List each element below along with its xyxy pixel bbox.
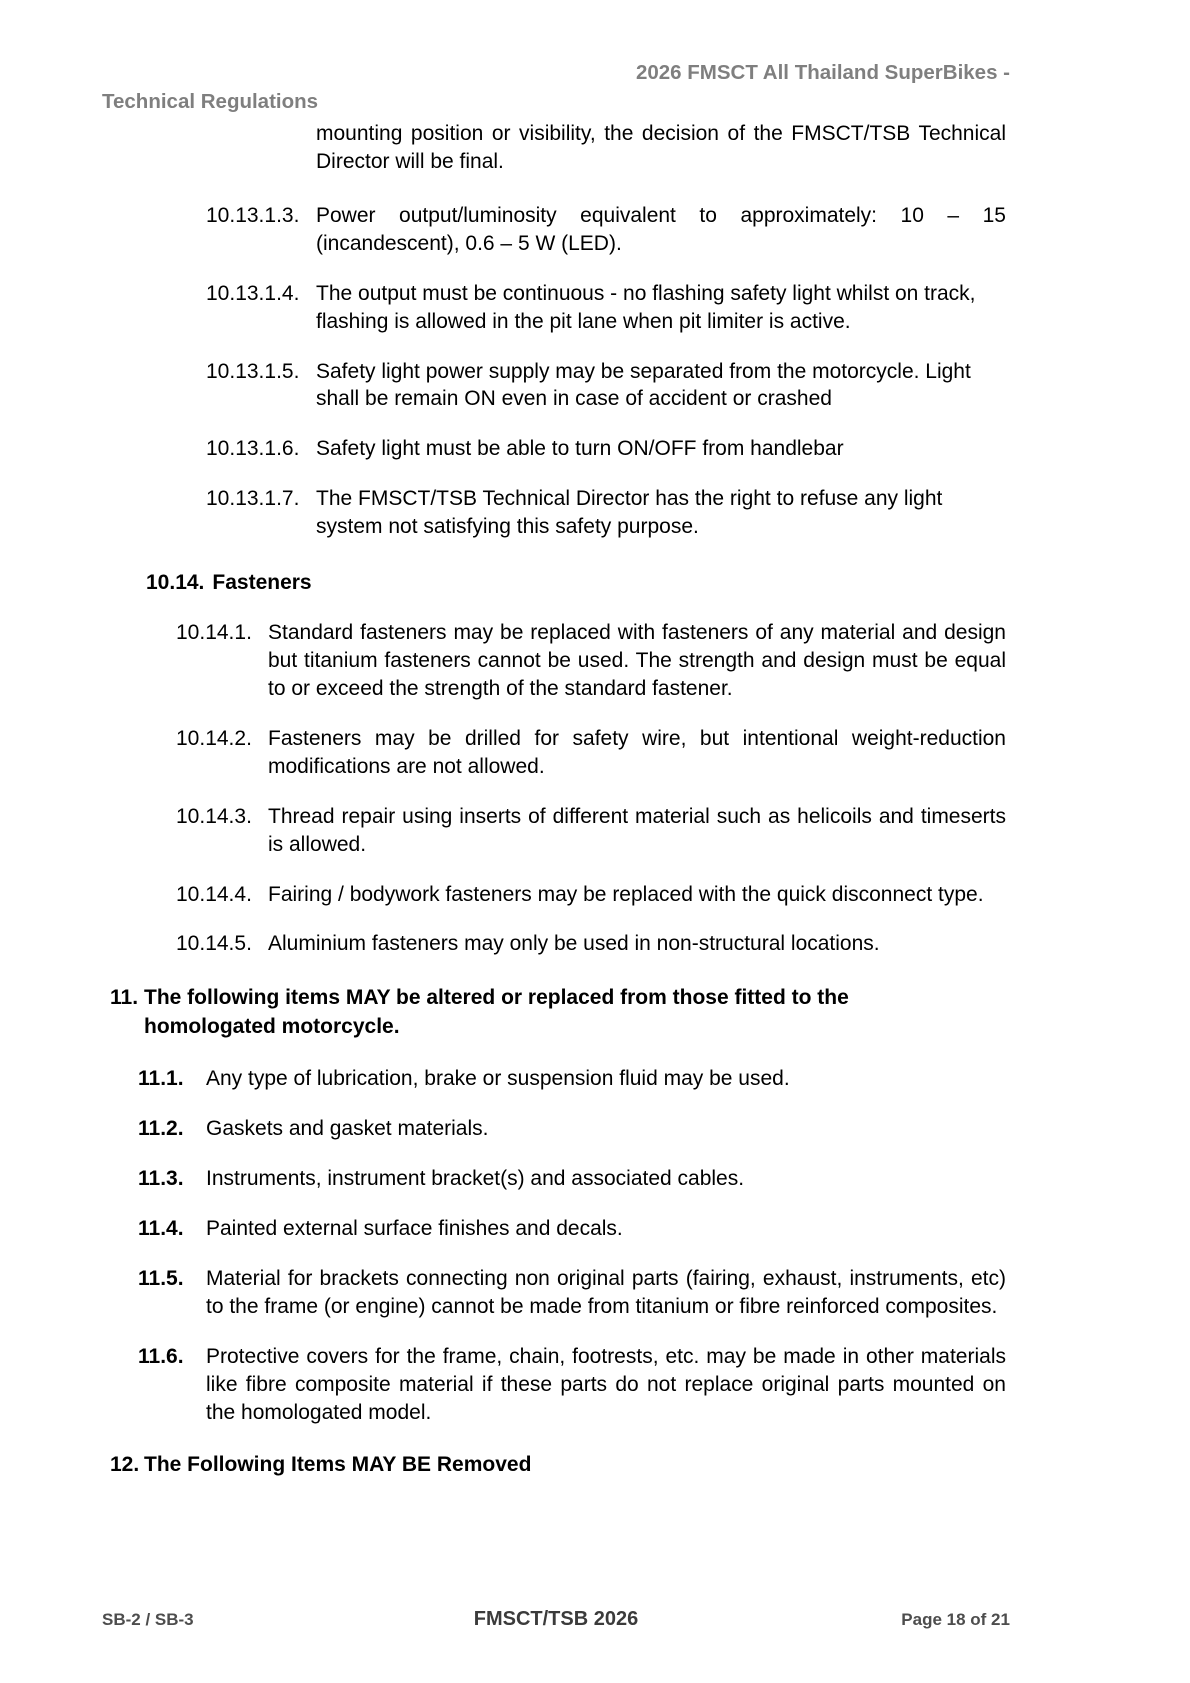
list-item-number: 10.14.5. <box>176 932 252 956</box>
list-item-number: 10.13.1.4. <box>206 281 300 305</box>
footer-page-number: Page 18 of 21 <box>901 1610 1010 1629</box>
list-item-number: 10.14.4. <box>176 882 252 906</box>
list-item-11-4 <box>138 1215 1006 1243</box>
document-body <box>0 120 1190 1479</box>
list-item-text: Fasteners may be drilled for safety wire, but intentional weight-reduction modifications are not allowed. <box>268 726 1006 778</box>
list-item-10-14-4 <box>176 881 1006 909</box>
heading-number: 12. <box>110 1452 140 1476</box>
list-item-text: Safety light must be able to turn ON/OFF from handlebar <box>316 437 844 461</box>
list-item-number: 11.6. <box>138 1344 184 1368</box>
list-item-number: 11.5. <box>138 1267 184 1291</box>
list-item-text: Material for brackets connecting non original parts (fairing, exhaust, instruments, etc) to the frame (or engine) cannot be made from titanium or fibre reinforced composites. <box>206 1267 1006 1319</box>
header-line-2: Technical Regulations <box>102 90 319 114</box>
heading-number: 10.14. <box>146 571 205 595</box>
list-item-11-2 <box>138 1115 1006 1143</box>
heading-11 <box>110 984 986 1041</box>
list-item-number: 10.13.1.6. <box>206 437 300 461</box>
list-item-11-3 <box>138 1165 1006 1193</box>
heading-10-14-fasteners <box>146 569 1006 597</box>
continuation-paragraph-text: mounting position or visibility, the decision of the FMSCT/TSB Technical Director will be final. <box>316 122 1006 173</box>
list-item-10-14-2 <box>176 725 1006 781</box>
list-item-10-14-3 <box>176 803 1006 859</box>
list-item-text: Gaskets and gasket materials. <box>206 1117 489 1141</box>
list-item-text: Standard fasteners may be replaced with fasteners of any material and design but titanium fasteners cannot be used. The strength and design must be equal to or exceed the strength of the standard fastener. <box>268 621 1006 700</box>
list-item-text: Painted external surface finishes and decals. <box>206 1217 623 1241</box>
list-item-number: 10.13.1.7. <box>206 487 300 511</box>
list-item-10-13-1-3 <box>206 202 1006 258</box>
header-line-1: 2026 FMSCT All Thailand SuperBikes - <box>635 61 1010 84</box>
list-item-10-13-1-5 <box>206 358 1006 414</box>
list-item-number: 10.14.2. <box>176 726 252 750</box>
list-item-text: The FMSCT/TSB Technical Director has the right to refuse any light system not satisfying this safety purpose. <box>316 487 943 539</box>
list-item-number: 10.13.1.5. <box>206 359 300 383</box>
list-item-10-14-1 <box>176 619 1006 703</box>
heading-12 <box>110 1451 986 1480</box>
list-item-10-14-5 <box>176 930 1006 958</box>
list-item-text: Protective covers for the frame, chain, footrests, etc. may be made in other materials like fibre composite material if these parts do not replace original parts mounted on the homologated model. <box>206 1344 1006 1424</box>
list-item-text: The output must be continuous - no flashing safety light whilst on track, flashing is allowed in the pit lane when pit limiter is active. <box>316 281 976 333</box>
list-item-11-6 <box>138 1343 1006 1427</box>
list-item-11-1 <box>138 1065 1006 1093</box>
document-footer <box>102 1608 1010 1631</box>
list-item-text: Instruments, instrument bracket(s) and associated cables. <box>206 1167 745 1191</box>
list-item-10-13-1-4 <box>206 280 1006 336</box>
footer-class-label: SB-2 / SB-3 <box>102 1610 194 1629</box>
list-item-number: 10.13.1.3. <box>206 203 300 227</box>
footer-organisation-label: FMSCT/TSB 2026 <box>473 1608 639 1630</box>
list-item-number: 11.4. <box>138 1217 184 1241</box>
list-item-number: 11.3. <box>138 1167 184 1191</box>
list-item-text: Aluminium fasteners may only be used in non-structural locations. <box>268 932 880 956</box>
list-item-text: Power output/luminosity equivalent to approximately: 10 – 15 (incandescent), 0.6 – 5 W (LED). <box>316 203 1006 255</box>
heading-number: 11. <box>110 986 139 1010</box>
document-running-header <box>102 58 1010 116</box>
list-item-text: Safety light power supply may be separated from the motorcycle. Light shall be remain ON even in case of accident or crashed <box>316 359 971 411</box>
continuation-paragraph-block <box>206 120 1006 176</box>
heading-text: The following items MAY be altered or replaced from those fitted to the homologated motorcycle. <box>144 986 849 1038</box>
list-item-10-13-1-6 <box>206 435 1006 463</box>
list-item-text: Thread repair using inserts of different material such as helicoils and timeserts is allowed. <box>268 804 1006 856</box>
list-item-text: Any type of lubrication, brake or suspension fluid may be used. <box>206 1067 790 1091</box>
list-item-number: 11.1. <box>138 1067 184 1091</box>
list-item-11-5 <box>138 1265 1006 1321</box>
list-item-10-13-1-7 <box>206 485 1006 541</box>
list-item-text: Fairing / bodywork fasteners may be replaced with the quick disconnect type. <box>268 882 984 906</box>
list-item-number: 10.14.1. <box>176 621 252 645</box>
heading-text: The Following Items MAY BE Removed <box>144 1452 532 1476</box>
list-item-number: 10.14.3. <box>176 804 252 828</box>
list-item-number: 11.2. <box>138 1117 184 1141</box>
heading-text: Fasteners <box>212 571 312 595</box>
